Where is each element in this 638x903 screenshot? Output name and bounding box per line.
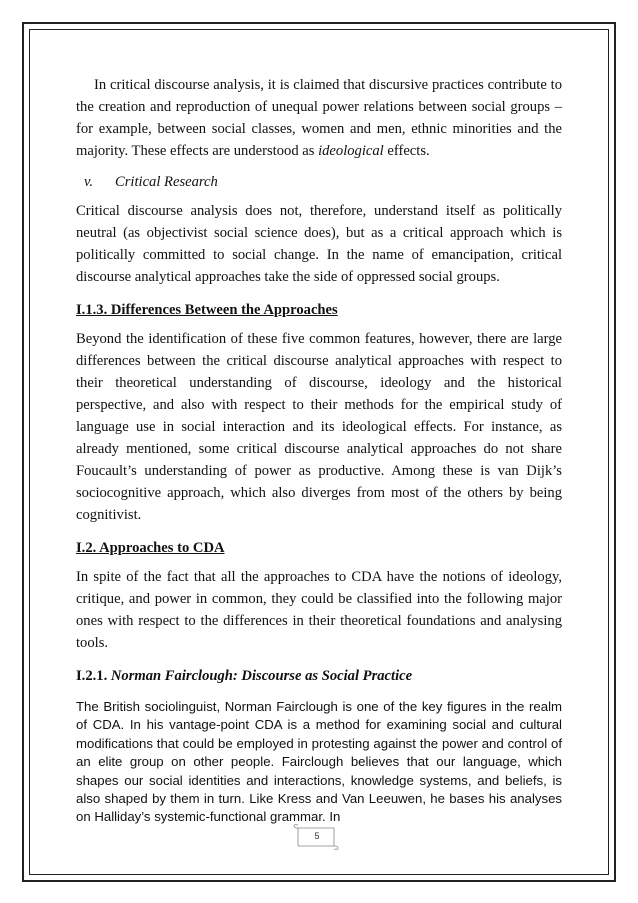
heading-fairclough: I.2.1. Norman Fairclough: Discourse as Social Practice <box>76 668 413 684</box>
paragraph-differences: Beyond the identification of these five common features, however, there are large differences between the critical discourse analytical approaches with respect to their theoretical understanding of discourse, ideology and the historical perspective, and also with respect to their methods for the empirical study of language use in social interaction and its ideological effects. For instance, as already mentioned, some critical discourse analytical approaches do not share Foucault’s understanding of power as productive. Among these is van Dijk’s sociocognitive approach, which also diverges from most of the others by being cognitivist. <box>76 331 562 523</box>
ideological-emphasis: ideological <box>318 143 384 159</box>
paragraph-fairclough: The British sociolinguist, Norman Fairclough is one of the key figures in the realm of CDA. In his vantage-point CDA is a method for examining social and cultural modifications that could be employed in protesting against the power and control of an elite group on other people. Fairclough believes that our language, which shapes our social identities and interactions, knowledge systems, and beliefs, is also shaped by them in turn. Like Kress and Van Leeuwen, he bases his analyses on Halliday’s systemic-functional grammar. In <box>76 699 562 825</box>
paragraph-approaches: In spite of the fact that all the approaches to CDA have the notions of ideology, critique, and power in common, they could be classified into the following major ones with respect to the differences in their theoretical foundations and analysing tools. <box>76 569 562 651</box>
heading-approaches-to-cda: I.2. Approaches to CDA <box>76 540 225 556</box>
paragraph-cda-claim: In critical discourse analysis, it is claimed that discursive practices contribute to the creation and reproduction of unequal power relations between social groups – for example, between social classes, women and men, ethnic minorities and the majority. These effects are understood as ideological effects. <box>76 77 562 159</box>
subheading-critical-research: v. Critical Research <box>84 174 218 190</box>
heading-differences: I.1.3. Differences Between the Approaches <box>76 302 338 318</box>
paragraph-critical-research: Critical discourse analysis does not, therefore, understand itself as politically neutral (as objectivist social science does), but as a critical approach which is politically committed to social change. In the name of emancipation, critical discourse analytical approaches take the side of oppressed social groups. <box>76 203 562 285</box>
page-number: 5 <box>314 831 320 841</box>
page-number-scroll <box>292 824 342 852</box>
document-body <box>76 74 562 827</box>
